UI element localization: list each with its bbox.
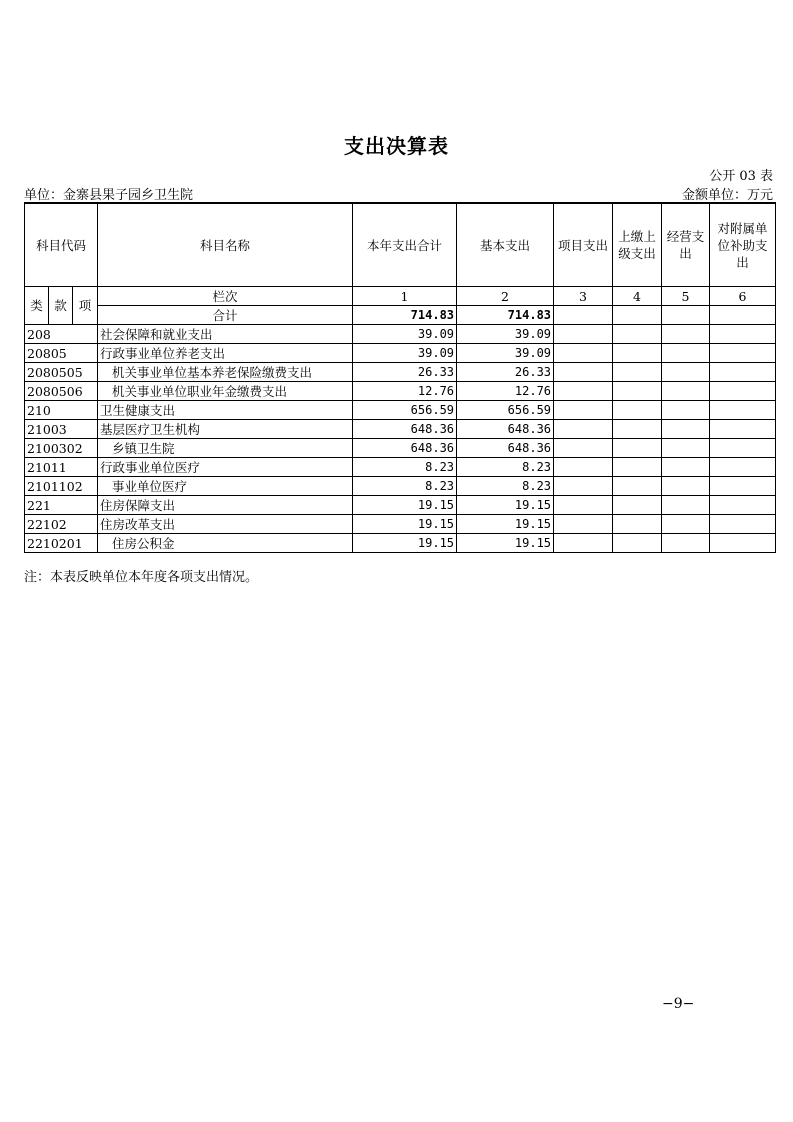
expenditure-table	[24, 202, 776, 553]
row-total: 12.76	[353, 382, 457, 401]
row-basic: 8.23	[457, 477, 554, 496]
header-basic: 基本支出	[457, 203, 554, 287]
table-row	[25, 401, 776, 420]
row-name: 住房保障支出	[98, 496, 353, 515]
table-row	[25, 477, 776, 496]
row-total: 648.36	[353, 439, 457, 458]
form-number: 公开 03 表	[709, 169, 773, 184]
row-basic: 19.15	[457, 515, 554, 534]
header-xiang: 项	[73, 287, 98, 325]
row-basic: 39.09	[457, 344, 554, 363]
row-name: 住房改革支出	[98, 515, 353, 534]
total-row	[25, 306, 776, 325]
row-name: 卫生健康支出	[98, 401, 353, 420]
row-basic: 12.76	[457, 382, 554, 401]
table-row	[25, 496, 776, 515]
header-lanci: 栏次	[98, 287, 353, 306]
row-total: 19.15	[353, 496, 457, 515]
row-name: 社会保障和就业支出	[98, 325, 353, 344]
row-basic: 19.15	[457, 534, 554, 553]
header-project: 项目支出	[554, 203, 613, 287]
col-index-3: 3	[554, 287, 613, 306]
reporting-unit: 单位：金寨县果子园乡卫生院	[24, 188, 194, 203]
row-name: 住房公积金	[98, 534, 353, 553]
total-label: 合计	[98, 306, 353, 325]
row-code: 2101102	[25, 477, 98, 496]
row-basic: 656.59	[457, 401, 554, 420]
row-code: 21011	[25, 458, 98, 477]
row-basic: 19.15	[457, 496, 554, 515]
row-name: 机关事业单位基本养老保险缴费支出	[98, 363, 353, 382]
table-row	[25, 420, 776, 439]
table-row	[25, 325, 776, 344]
row-basic: 26.33	[457, 363, 554, 382]
header-row-2	[25, 287, 776, 306]
header-lei: 类	[25, 287, 49, 325]
header-row-1	[25, 203, 776, 287]
row-basic: 648.36	[457, 439, 554, 458]
row-name: 乡镇卫生院	[98, 439, 353, 458]
page-number: −9−	[662, 996, 695, 1012]
row-code: 2080506	[25, 382, 98, 401]
col-index-5: 5	[662, 287, 710, 306]
header-upper: 上缴上级支出	[613, 203, 662, 287]
row-code: 221	[25, 496, 98, 515]
row-code: 2100302	[25, 439, 98, 458]
table-row	[25, 458, 776, 477]
row-total: 19.15	[353, 534, 457, 553]
row-total: 656.59	[353, 401, 457, 420]
amount-unit: 金额单位：万元	[681, 188, 773, 203]
header-kuan: 款	[49, 287, 73, 325]
row-basic: 39.09	[457, 325, 554, 344]
header-total: 本年支出合计	[353, 203, 457, 287]
row-code: 21003	[25, 420, 98, 439]
page-title: 支出决算表	[344, 134, 449, 158]
row-total: 19.15	[353, 515, 457, 534]
table-row	[25, 363, 776, 382]
row-code: 2080505	[25, 363, 98, 382]
row-basic: 8.23	[457, 458, 554, 477]
row-total: 39.09	[353, 344, 457, 363]
table-row	[25, 439, 776, 458]
row-total: 26.33	[353, 363, 457, 382]
header-business: 经营支出	[662, 203, 710, 287]
row-code: 22102	[25, 515, 98, 534]
row-name: 行政事业单位医疗	[98, 458, 353, 477]
header-code: 科目代码	[25, 203, 98, 287]
row-code: 210	[25, 401, 98, 420]
row-total: 8.23	[353, 477, 457, 496]
row-name: 基层医疗卫生机构	[98, 420, 353, 439]
row-total: 39.09	[353, 325, 457, 344]
row-basic: 648.36	[457, 420, 554, 439]
row-code: 2210201	[25, 534, 98, 553]
header-subsidiary: 对附属单位补助支出	[710, 203, 776, 287]
row-name: 事业单位医疗	[98, 477, 353, 496]
header-name: 科目名称	[98, 203, 353, 287]
col-index-1: 1	[353, 287, 457, 306]
table-row	[25, 344, 776, 363]
table-row	[25, 534, 776, 553]
row-name: 机关事业单位职业年金缴费支出	[98, 382, 353, 401]
total-amount: 714.83	[353, 306, 457, 325]
row-name: 行政事业单位养老支出	[98, 344, 353, 363]
table-note: 注：本表反映单位本年度各项支出情况。	[24, 570, 259, 585]
col-index-4: 4	[613, 287, 662, 306]
row-code: 208	[25, 325, 98, 344]
row-total: 8.23	[353, 458, 457, 477]
col-index-2: 2	[457, 287, 554, 306]
col-index-6: 6	[710, 287, 776, 306]
row-code: 20805	[25, 344, 98, 363]
total-basic: 714.83	[457, 306, 554, 325]
table-row	[25, 382, 776, 401]
table-row	[25, 515, 776, 534]
row-total: 648.36	[353, 420, 457, 439]
